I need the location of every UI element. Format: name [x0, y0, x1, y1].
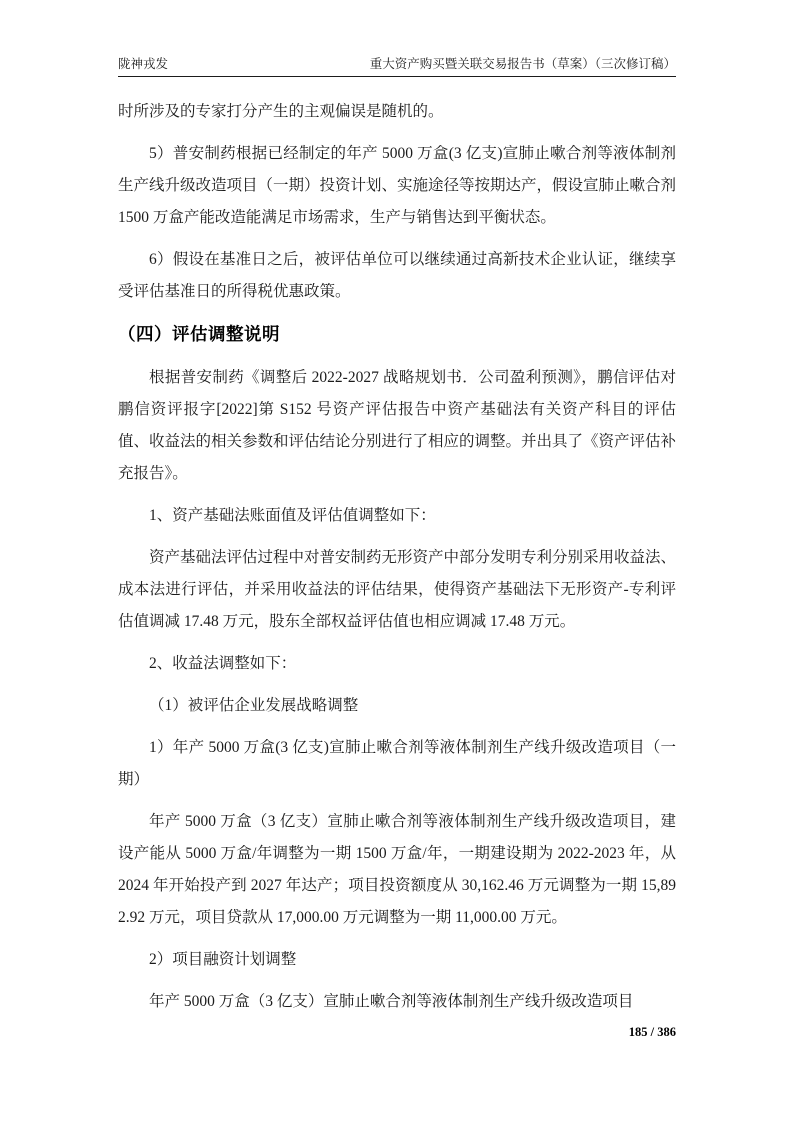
paragraph-assumption-6: 6）假设在基准日之后，被评估单位可以继续通过高新技术企业认证，继续享受评估基准日的所得税优惠政策。 [118, 251, 676, 300]
paragraph-project-detail: 年产 5000 万盒（3 亿支）宣肺止嗽合剂等液体制剂生产线升级改造项目，建设产能从 5000 万盒/年调整为一期 1500 万盒/年，一期建设期为 2022-2023 年，从 2024 年开始投产到 2027 年达产；项目投资额度从 30,162.46 万元调整为一期 15,892.92 万元，项目贷款从 17,000.00 万元调整为一期 11,000.00 万元。 [118, 813, 676, 926]
paragraph-continuation: 时所涉及的专家打分产生的主观偏误是随机的。 [118, 103, 444, 120]
document-body [118, 96, 676, 1018]
paragraph-financing-plan-title: 2）项目融资计划调整 [149, 951, 297, 968]
header-company-name: 陇神戎发 [118, 57, 169, 71]
paragraph-item-2-title: 2、收益法调整如下： [149, 655, 297, 672]
page-header [118, 56, 676, 77]
paragraph-asset-basis-adjustment: 资产基础法评估过程中对普安制药无形资产中部分发明专利分别采用收益法、成本法进行评估，并采用收益法的评估结果，使得资产基础法下无形资产-专利评估值调减 17.48 万元，股东全部权益评估值也相应调减 17.48 万元。 [118, 549, 677, 630]
paragraph-assumption-5: 5）普安制药根据已经制定的年产 5000 万盒(3 亿支)宣肺止嗽合剂等液体制剂生产线升级改造项目（一期）投资计划、实施途径等按期达产，假设宣肺止嗽合剂 1500 万盒产能改造能满足市场需求，生产与销售达到平衡状态。 [118, 145, 677, 226]
section-heading: （四）评估调整说明 [118, 324, 280, 344]
paragraph-adjustment-intro: 根据普安制药《调整后 2022-2027 战略规划书．公司盈利预测》，鹏信评估对鹏信资评报字[2022]第 S152 号资产评估报告中资产基础法有关资产科目的评估值、收益法的相关参数和评估结论分别进行了相应的调整。并出具了《资产评估补充报告》。 [118, 369, 677, 482]
paragraph-financing-plan-detail: 年产 5000 万盒（3 亿支）宣肺止嗽合剂等液体制剂生产线升级改造项目 [149, 993, 634, 1010]
page-footer [629, 1025, 676, 1040]
page-number: 185 / 386 [628, 1025, 676, 1039]
paragraph-item-1-title: 1、资产基础法账面值及评估值调整如下： [149, 507, 436, 524]
paragraph-project-title: 1）年产 5000 万盒(3 亿支)宣肺止嗽合剂等液体制剂生产线升级改造项目（一期） [118, 739, 676, 788]
header-report-title: 重大资产购买暨关联交易报告书（草案）（三次修订稿） [369, 57, 676, 71]
paragraph-subitem-1-title: （1）被评估企业发展战略调整 [149, 697, 359, 714]
